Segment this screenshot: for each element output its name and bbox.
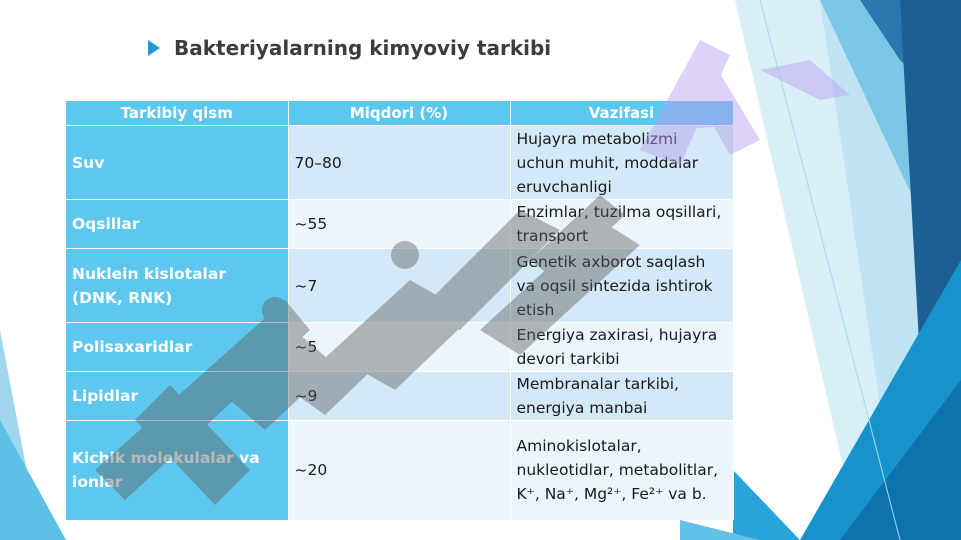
cell-component: Nuklein kislotalar (DNK, RNK)	[66, 249, 288, 323]
table-row	[66, 126, 733, 200]
cell-function: Enzimlar, tuzilma oqsillari, transport	[510, 200, 733, 249]
cell-function: Genetik axborot saqlash va oqsil sintezida ishtirok etish	[510, 249, 733, 323]
table-row	[66, 372, 733, 421]
title-row	[148, 34, 551, 62]
cell-function: Membranalar tarkibi, energiya manbai	[510, 372, 733, 421]
triangle-bullet-icon	[148, 40, 160, 56]
header-function: Vazifasi	[510, 101, 733, 126]
table-header-row	[66, 101, 733, 126]
slide-title: Bakteriyalarning kimyoviy tarkibi	[174, 36, 552, 60]
table-row	[66, 323, 733, 372]
cell-component: Polisaxaridlar	[66, 323, 288, 372]
table-row	[66, 200, 733, 249]
cell-function: Hujayra metabolizmi uchun muhit, moddalar eruvchanligi	[510, 126, 733, 200]
table-row	[66, 249, 733, 323]
cell-amount: ~9	[288, 372, 510, 421]
cell-function: Energiya zaxirasi, hujayra devori tarkibi	[510, 323, 733, 372]
cell-component: Suv	[66, 126, 288, 200]
cell-amount: ~20	[288, 421, 510, 520]
cell-amount: ~55	[288, 200, 510, 249]
header-component: Tarkibiy qism	[66, 101, 288, 126]
table-row	[66, 421, 733, 520]
cell-component: Kichik molekulalar va ionlar	[66, 421, 288, 520]
cell-amount: 70–80	[288, 126, 510, 200]
header-amount: Miqdori (%)	[288, 101, 510, 126]
cell-amount: ~7	[288, 249, 510, 323]
cell-component: Lipidlar	[66, 372, 288, 421]
cell-component: Oqsillar	[66, 200, 288, 249]
cell-amount: ~5	[288, 323, 510, 372]
composition-table	[66, 101, 734, 520]
cell-function: Aminokislotalar, nukleotidlar, metabolitlar, K⁺, Na⁺, Mg²⁺, Fe²⁺ va b.	[510, 421, 733, 520]
